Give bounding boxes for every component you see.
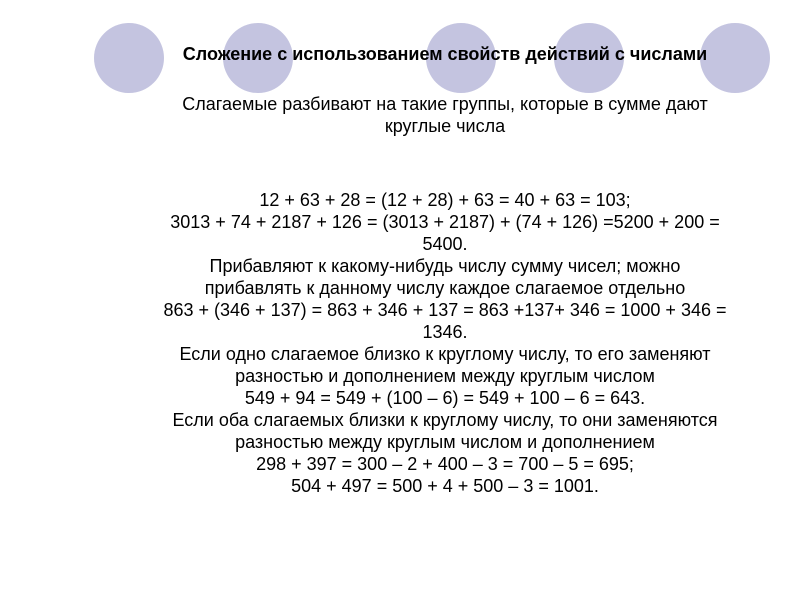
body-line: разностью между круглым числом и дополнением — [235, 432, 655, 452]
body-line: 298 + 397 = 300 – 2 + 400 – 3 = 700 – 5 = 695; — [256, 454, 634, 474]
body-line: прибавлять к данному числу каждое слагаемое отдельно — [204, 278, 686, 298]
slide-body — [90, 189, 800, 497]
body-line: разностью и дополнением между круглым числом — [235, 366, 655, 386]
body-line: 5400. — [422, 234, 468, 254]
body-line: 1346. — [422, 322, 468, 342]
slide-content — [90, 38, 800, 497]
body-line: 3013 + 74 + 2187 + 126 = (3013 + 2187) + (74 + 126) =5200 + 200 = — [170, 212, 720, 232]
body-line: Если одно слагаемое близко к круглому числу, то его заменяют — [179, 344, 711, 364]
body-line: 549 + 94 = 549 + (100 – 6) = 549 + 100 – 6 = 643. — [244, 388, 646, 408]
body-line: 504 + 497 = 500 + 4 + 500 – 3 = 1001. — [291, 476, 599, 496]
slide-subtitle — [90, 93, 800, 137]
subtitle-line: круглые числа — [384, 116, 506, 136]
body-line: Если оба слагаемых близки к круглому числу, то они заменяются — [172, 410, 718, 430]
subtitle-line: Слагаемые разбивают на такие группы, которые в сумме дают — [182, 94, 708, 114]
slide-title: Сложение с использованием свойств действий с числами — [182, 44, 708, 64]
body-line: 12 + 63 + 28 = (12 + 28) + 63 = 40 + 63 = 103; — [259, 190, 631, 210]
body-line: Прибавляют к какому-нибудь числу сумму чисел; можно — [209, 256, 681, 276]
body-line: 863 + (346 + 137) = 863 + 346 + 137 = 863 +137+ 346 = 1000 + 346 = — [163, 300, 727, 320]
